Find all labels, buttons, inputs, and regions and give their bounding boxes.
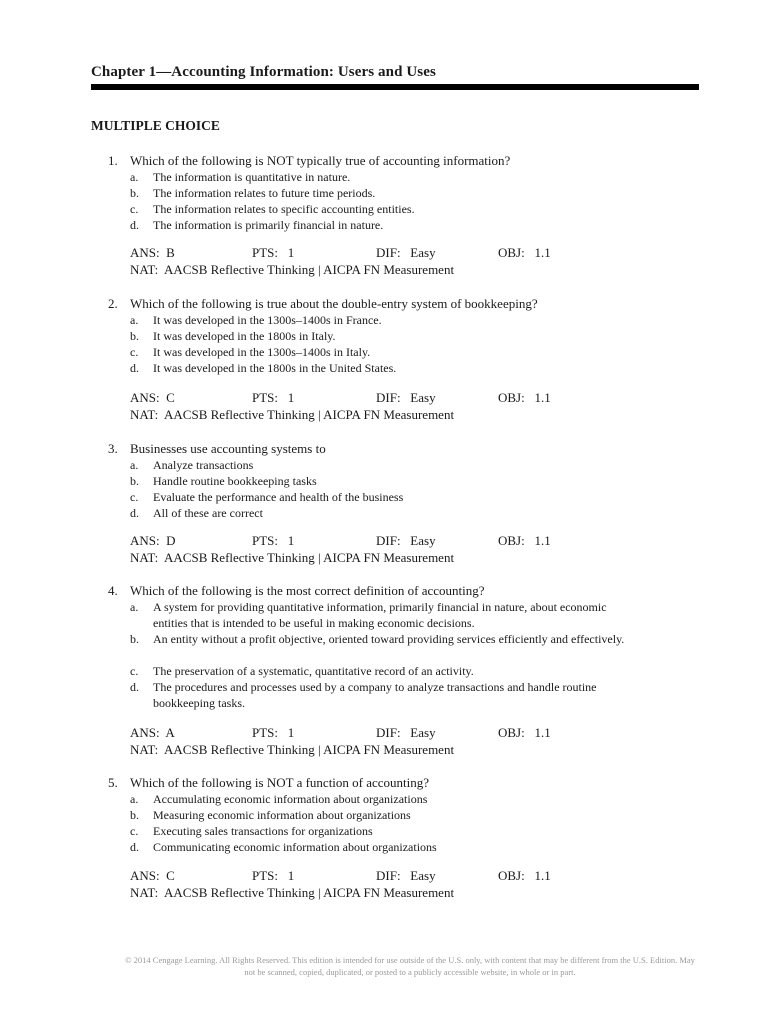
option-letter: d. <box>130 506 139 520</box>
chapter-title: Chapter 1—Accounting Information: Users and Uses <box>91 64 436 80</box>
nat-label: NAT: AACSB Reflective Thinking | AICPA FN Measurement <box>130 885 455 900</box>
option-b <box>0 473 768 489</box>
option-b <box>0 631 768 663</box>
option-letter: d. <box>130 840 139 854</box>
points-label: PTS: 1 <box>252 245 295 260</box>
answer-meta-row <box>0 390 768 406</box>
option-letter: c. <box>130 824 139 838</box>
option-letter: d. <box>130 361 139 375</box>
option-list <box>0 169 768 233</box>
option-c <box>0 663 768 679</box>
answer-meta-row <box>0 868 768 884</box>
option-list <box>0 457 768 521</box>
answer-meta-row <box>0 245 768 261</box>
nat-label: NAT: AACSB Reflective Thinking | AICPA FN Measurement <box>130 742 455 757</box>
option-text: Handle routine bookkeeping tasks <box>153 474 317 488</box>
question-text: Which of the following is NOT typically true of accounting information? <box>130 153 511 168</box>
option-letter: c. <box>130 202 139 216</box>
option-letter: b. <box>130 632 139 646</box>
question-text: Which of the following is the most correct definition of accounting? <box>130 583 485 598</box>
option-a <box>0 312 768 328</box>
answer-meta-row <box>0 533 768 549</box>
option-d <box>0 839 768 855</box>
option-text: The information relates to specific accounting entities. <box>153 202 415 216</box>
copyright-footer: © 2014 Cengage Learning. All Rights Reserved. This edition is intended for use outside of the U.S. only, with content that may be different from the U.S. Edition. May not be scanned, copied, duplicated, or posted to a publicly accessible website, in whole or in part. <box>125 955 695 977</box>
points-label: PTS: 1 <box>252 725 295 740</box>
option-letter: b. <box>130 329 139 343</box>
option-a <box>0 599 768 631</box>
option-letter: d. <box>130 680 139 694</box>
answer-meta-row <box>0 725 768 741</box>
option-letter: b. <box>130 808 139 822</box>
option-letter: c. <box>130 345 139 359</box>
answer-label: ANS: C <box>130 390 175 405</box>
answer-label: ANS: C <box>130 868 175 883</box>
nat-label: NAT: AACSB Reflective Thinking | AICPA FN Measurement <box>130 262 455 277</box>
difficulty-label: DIF: Easy <box>376 725 436 740</box>
option-text: Measuring economic information about organizations <box>153 808 411 822</box>
option-letter: a. <box>130 458 139 472</box>
option-text: The information relates to future time periods. <box>153 186 376 200</box>
question-number: 1. <box>108 153 118 168</box>
nat-meta-row <box>0 407 768 423</box>
option-letter: c. <box>130 664 139 678</box>
option-text: It was developed in the 1300s–1400s in Italy. <box>153 345 371 359</box>
option-list <box>0 791 768 855</box>
option-text: The procedures and processes used by a company to analyze transactions and handle routine bookkeeping tasks. <box>153 680 597 710</box>
option-list <box>0 599 768 711</box>
question-number: 3. <box>108 441 118 456</box>
answer-label: ANS: D <box>130 533 176 548</box>
nat-label: NAT: AACSB Reflective Thinking | AICPA FN Measurement <box>130 407 455 422</box>
objective-label: OBJ: 1.1 <box>498 390 551 405</box>
objective-label: OBJ: 1.1 <box>498 533 551 548</box>
answer-label: ANS: B <box>130 245 175 260</box>
option-letter: c. <box>130 490 139 504</box>
option-text: All of these are correct <box>153 506 263 520</box>
option-d <box>0 360 768 376</box>
option-text: A system for providing quantitative information, primarily financial in nature, about economic entities that is intended to be useful in making economic decisions. <box>153 600 607 630</box>
question-text: Which of the following is NOT a function of accounting? <box>130 775 430 790</box>
option-letter: b. <box>130 186 139 200</box>
option-letter: b. <box>130 474 139 488</box>
difficulty-label: DIF: Easy <box>376 868 436 883</box>
nat-meta-row <box>0 885 768 901</box>
option-a <box>0 457 768 473</box>
option-c <box>0 344 768 360</box>
option-letter: d. <box>130 218 139 232</box>
option-c <box>0 201 768 217</box>
option-text: Analyze transactions <box>153 458 254 472</box>
difficulty-label: DIF: Easy <box>376 390 436 405</box>
points-label: PTS: 1 <box>252 868 295 883</box>
option-c <box>0 823 768 839</box>
option-letter: a. <box>130 792 139 806</box>
question-number: 4. <box>108 583 118 598</box>
option-letter: a. <box>130 313 139 327</box>
option-text: Accumulating economic information about organizations <box>153 792 428 806</box>
nat-meta-row <box>0 742 768 758</box>
option-letter: a. <box>130 170 139 184</box>
objective-label: OBJ: 1.1 <box>498 868 551 883</box>
answer-label: ANS: A <box>130 725 175 740</box>
option-b <box>0 807 768 823</box>
option-text: It was developed in the 1800s in the United States. <box>153 361 397 375</box>
difficulty-label: DIF: Easy <box>376 245 436 260</box>
objective-label: OBJ: 1.1 <box>498 725 551 740</box>
nat-meta-row <box>0 262 768 278</box>
nat-label: NAT: AACSB Reflective Thinking | AICPA FN Measurement <box>130 550 455 565</box>
objective-label: OBJ: 1.1 <box>498 245 551 260</box>
points-label: PTS: 1 <box>252 533 295 548</box>
option-text: The information is primarily financial in nature. <box>153 218 384 232</box>
question-number: 2. <box>108 296 118 311</box>
difficulty-label: DIF: Easy <box>376 533 436 548</box>
question-text: Businesses use accounting systems to <box>130 441 326 456</box>
option-d <box>0 217 768 233</box>
option-text: The preservation of a systematic, quantitative record of an activity. <box>153 664 474 678</box>
points-label: PTS: 1 <box>252 390 295 405</box>
option-list <box>0 312 768 376</box>
option-a <box>0 791 768 807</box>
option-d <box>0 679 768 711</box>
option-text: It was developed in the 1300s–1400s in France. <box>153 313 382 327</box>
option-d <box>0 505 768 521</box>
option-letter: a. <box>130 600 139 614</box>
option-text: Evaluate the performance and health of the business <box>153 490 404 504</box>
nat-meta-row <box>0 550 768 566</box>
question-text: Which of the following is true about the double-entry system of bookkeeping? <box>130 296 538 311</box>
option-a <box>0 169 768 185</box>
option-text: The information is quantitative in nature. <box>153 170 351 184</box>
option-text: It was developed in the 1800s in Italy. <box>153 329 336 343</box>
option-c <box>0 489 768 505</box>
option-b <box>0 328 768 344</box>
question-number: 5. <box>108 775 118 790</box>
option-text: Executing sales transactions for organizations <box>153 824 373 838</box>
option-text: An entity without a profit objective, oriented toward providing services efficiently and effectively. <box>153 632 625 646</box>
option-b <box>0 185 768 201</box>
section-heading: MULTIPLE CHOICE <box>91 118 220 133</box>
option-text: Communicating economic information about organizations <box>153 840 437 854</box>
title-rule <box>91 84 699 90</box>
